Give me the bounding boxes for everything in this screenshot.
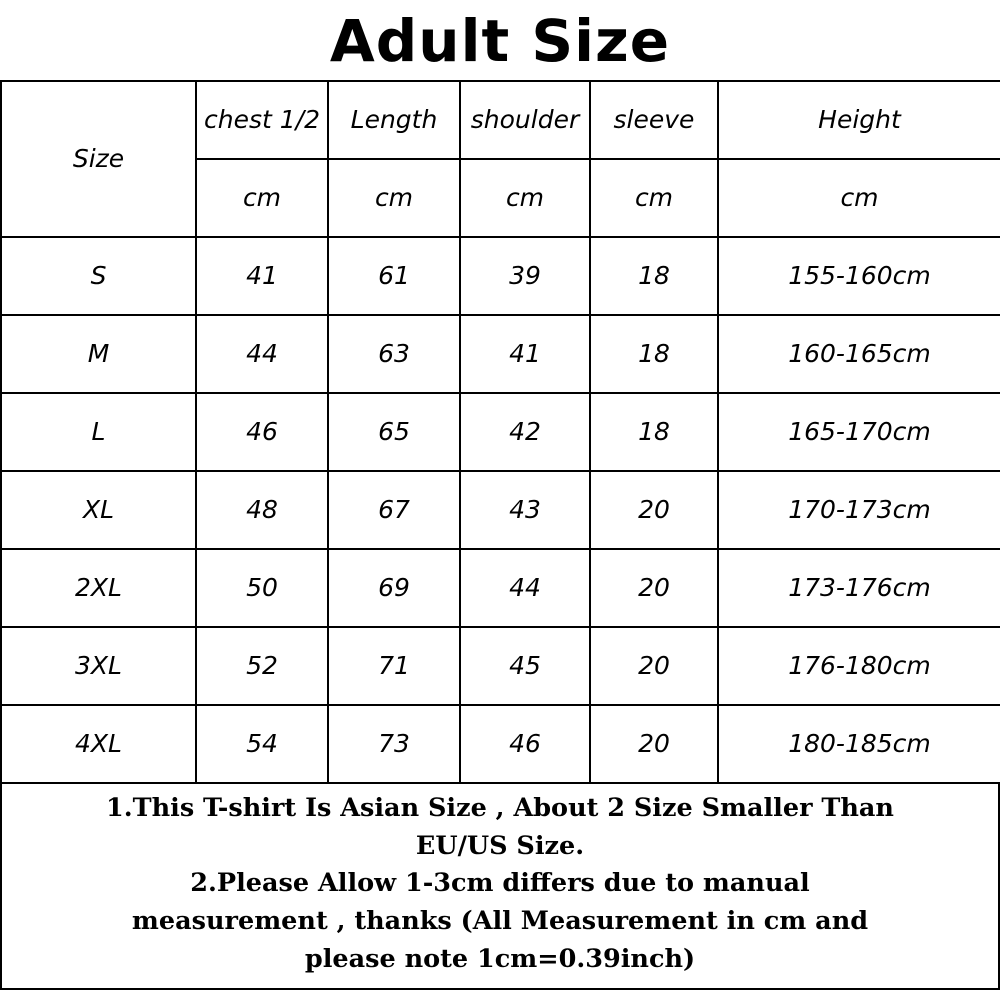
cell-size: 2XL [1, 549, 196, 627]
table-row [1, 471, 1000, 549]
cell-size: S [1, 237, 196, 315]
cell-sleeve: 20 [590, 705, 718, 783]
table-row [1, 393, 1000, 471]
cell-size: 3XL [1, 627, 196, 705]
page-title: Adult Size [329, 7, 671, 75]
header-sleeve: sleeve [590, 81, 718, 159]
cell-size: XL [1, 471, 196, 549]
cell-chest: 44 [196, 315, 328, 393]
cell-length: 69 [328, 549, 460, 627]
note-line-2: EU/US Size. [415, 830, 585, 861]
size-table [0, 80, 1000, 784]
note-line-3: 2.Please Allow 1-3cm differs due to manual [190, 868, 810, 899]
note-line-4: measurement , thanks (All Measurement in cm and [131, 906, 869, 936]
cell-length: 65 [328, 393, 460, 471]
table-row [1, 237, 1000, 315]
table-row [1, 705, 1000, 783]
cell-height: 176-180cm [718, 627, 1000, 705]
table-row [1, 549, 1000, 627]
cell-shoulder: 46 [460, 705, 590, 783]
cell-size: 4XL [1, 705, 196, 783]
notes-block [0, 784, 1000, 991]
cell-sleeve: 18 [590, 237, 718, 315]
cell-height: 170-173cm [718, 471, 1000, 549]
cell-chest: 50 [196, 549, 328, 627]
header-shoulder: shoulder [460, 81, 590, 159]
unit-length: cm [328, 159, 460, 237]
note-line-1: 1.This T-shirt Is Asian Size , About 2 Size Smaller Than [106, 792, 894, 823]
cell-sleeve: 18 [590, 393, 718, 471]
cell-height: 160-165cm [718, 315, 1000, 393]
cell-height: 173-176cm [718, 549, 1000, 627]
cell-length: 73 [328, 705, 460, 783]
cell-length: 67 [328, 471, 460, 549]
cell-chest: 54 [196, 705, 328, 783]
header-chest: chest 1/2 [196, 81, 328, 159]
cell-shoulder: 43 [460, 471, 590, 549]
cell-sleeve: 18 [590, 315, 718, 393]
note-line-5: please note 1cm=0.39inch) [304, 943, 696, 974]
table-row [1, 627, 1000, 705]
unit-height: cm [718, 159, 1000, 237]
cell-chest: 41 [196, 237, 328, 315]
unit-sleeve: cm [590, 159, 718, 237]
unit-shoulder: cm [460, 159, 590, 237]
cell-length: 71 [328, 627, 460, 705]
cell-chest: 46 [196, 393, 328, 471]
header-height: Height [718, 81, 1000, 159]
cell-length: 61 [328, 237, 460, 315]
cell-shoulder: 41 [460, 315, 590, 393]
cell-height: 180-185cm [718, 705, 1000, 783]
cell-chest: 52 [196, 627, 328, 705]
header-length: Length [328, 81, 460, 159]
table-row [1, 315, 1000, 393]
cell-sleeve: 20 [590, 549, 718, 627]
cell-height: 155-160cm [718, 237, 1000, 315]
table-header-labels [1, 81, 1000, 159]
cell-sleeve: 20 [590, 471, 718, 549]
unit-chest: cm [196, 159, 328, 237]
cell-height: 165-170cm [718, 393, 1000, 471]
cell-length: 63 [328, 315, 460, 393]
cell-shoulder: 39 [460, 237, 590, 315]
header-size: Size [1, 81, 196, 237]
cell-size: M [1, 315, 196, 393]
cell-size: L [1, 393, 196, 471]
cell-shoulder: 44 [460, 549, 590, 627]
cell-shoulder: 45 [460, 627, 590, 705]
cell-sleeve: 20 [590, 627, 718, 705]
cell-shoulder: 42 [460, 393, 590, 471]
cell-chest: 48 [196, 471, 328, 549]
